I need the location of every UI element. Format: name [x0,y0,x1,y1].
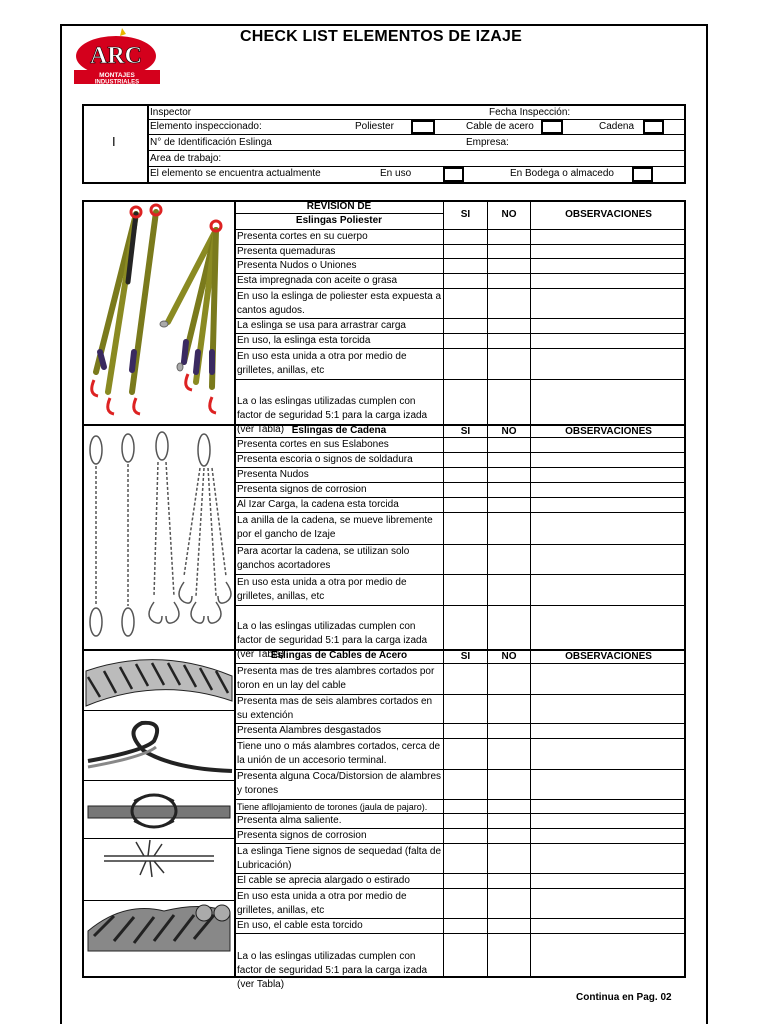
obs-header-3: OBSERVACIONES [565,651,652,662]
check-item: La o las eslingas utilizadas cumplen con factor de seguridad 5:1 para la carga izada (ver Tabla) [237,396,428,435]
check-item: Al Izar Carga, la cadena esta torcida [237,499,399,510]
check-item: En uso la eslinga de poliester esta expuesta a cantos agudos. [237,291,442,316]
si-header-2: SI [460,426,471,437]
poliester-checkbox[interactable] [411,120,435,134]
check-item: Presenta Nudos o Uniones [237,260,357,271]
section-title-acero: Eslingas de Cables de Acero [270,650,408,661]
en-uso-label: En uso [380,168,412,179]
check-item: Tiene uno o más alambres cortados, cerca de la unión de un accesorio terminal. [237,741,441,766]
logo-text: ARC [90,43,142,69]
check-item: Presenta quemaduras [237,246,336,257]
ubicacion-label: El elemento se encuentra actualmente [150,168,321,179]
check-item: Tiene afllojamiento de torones (jaula de pajaro). [237,802,428,812]
check-item: En uso, la eslinga esta torcida [237,335,371,346]
check-item: Presenta alma saliente. [237,815,342,826]
fecha-label: Fecha Inspección: [489,107,571,118]
check-item: Presenta Nudos [237,469,309,480]
obs-header-2: OBSERVACIONES [565,426,652,437]
section-title-revision: REVISION DE [306,201,372,212]
bodega-label: En Bodega o almacedo [510,168,614,179]
check-item: En uso esta unida a otra por medio de grilletes, anillas, etc [237,891,407,916]
bodega-checkbox[interactable] [632,167,653,182]
empresa-label: Empresa: [466,137,509,148]
area-label: Area de trabajo: [150,153,222,164]
chain-slings-image [84,426,234,648]
check-item: En uso esta unida a otra por medio de grilletes, anillas, etc [237,351,407,376]
check-item: Presenta mas de seis alambres cortados en su extención [237,696,433,721]
no-header-2: NO [501,426,517,437]
check-item: En uso esta unida a otra por medio de grilletes, anillas, etc [237,577,407,602]
info-marker: I [112,134,116,149]
elemento-label: Elemento inspeccionado: [150,121,262,132]
check-item: La eslinga Tiene signos de sequedad (falta de Lubricación) [237,846,442,871]
logo-subtext-1: MONTAJES [99,72,135,79]
cadena-label: Cadena [599,121,635,132]
cadena-checkbox[interactable] [643,120,664,134]
arc-logo [72,26,162,86]
check-item: Presenta cortes en sus Eslabones [237,439,389,450]
check-item: Presenta signos de corrosion [237,830,367,841]
identificacion-label: N° de Identificación Eslinga [150,137,272,148]
page-title: CHECK LIST ELEMENTOS DE IZAJE [240,28,522,45]
check-item: El cable se aprecia alargado o estirado [237,875,410,886]
obs-header-1: OBSERVACIONES [565,209,652,220]
check-item: Presenta signos de corrosion [237,484,367,495]
poliester-label: Poliester [355,121,394,132]
check-item: La eslinga se usa para arrastrar carga [237,320,406,331]
cable-label: Cable de acero [466,121,534,132]
si-header-1: SI [460,209,471,220]
check-item: Esta impregnada con aceite o grasa [237,275,398,286]
footer-continue: Continua en Pag. 02 [576,992,672,1003]
en-uso-checkbox[interactable] [443,167,464,182]
section-title-cadena: Eslingas de Cadena [291,425,387,436]
check-item: Presenta mas de tres alambres cortados por toron en un lay del cable [237,666,435,691]
no-header-3: NO [501,651,517,662]
polyester-slings-image [84,202,234,424]
logo-subtext-2: INDUSTRIALES [94,79,140,86]
cable-checkbox[interactable] [541,120,563,134]
wire-rope-images [84,651,234,977]
check-item: Presenta alguna Coca/Distorsion de alambres y torones [237,771,441,796]
check-item: La o las eslingas utilizadas cumplen con factor de seguridad 5:1 para la carga izada (ver Tabla) [237,621,428,660]
check-item: Para acortar la cadena, se utilizan solo ganchos acortadores [237,546,410,571]
check-item: Presenta Alambres desgastados [237,725,381,736]
check-item: La anilla de la cadena, se mueve libremente por el gancho de Izaje [237,515,433,540]
section-title-poliester: Eslingas Poliester [295,215,383,226]
check-item: Presenta escoria o signos de soldadura [237,454,413,465]
check-item: En uso, el cable esta torcido [237,920,363,931]
check-item: La o las eslingas utilizadas cumplen con factor de seguridad 5:1 para la carga izada (ver Tabla) [237,951,428,990]
inspector-label: Inspector [150,107,192,118]
no-header-1: NO [501,209,517,220]
check-item: Presenta cortes en su cuerpo [237,231,368,242]
si-header-3: SI [460,651,471,662]
